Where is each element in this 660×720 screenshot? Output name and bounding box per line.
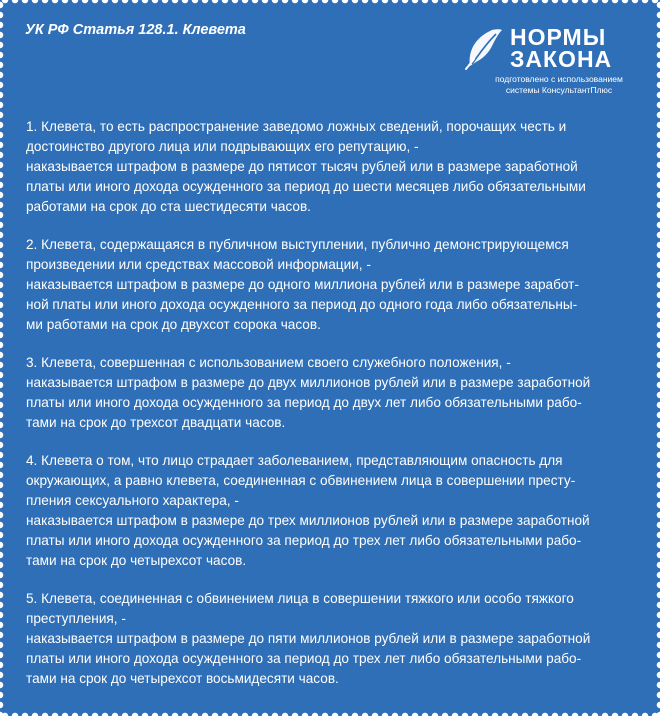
text-line: 1. Клевета, то есть распространение заведомо ложных сведений, порочащих честь и xyxy=(26,119,567,134)
text-line: окружающих, а равно клевета, соединенная с обвинением лица в совершении престу- xyxy=(26,473,576,488)
article-paragraph-2 xyxy=(26,235,638,335)
scalloped-edge-right xyxy=(656,0,660,716)
text-line: произведении или средствах массовой информации, - xyxy=(26,257,371,272)
text-line: платы или иного дохода осужденного за период до трех лет либо обязательными рабо- xyxy=(26,651,582,666)
article-paragraph-1 xyxy=(26,117,638,217)
article-body xyxy=(26,117,638,707)
text-line: 3. Клевета, совершенная с использованием своего служебного положения, - xyxy=(26,355,511,370)
text-line: наказывается штрафом в размере до трех миллионов рублей или в размере заработной xyxy=(26,513,590,528)
logo-subtitle xyxy=(479,74,639,96)
logo-subtitle-line1: подготовлено с использованием xyxy=(495,74,623,84)
text-line: наказывается штрафом в размере до одного миллиона рублей или в размере заработ- xyxy=(26,277,579,292)
logo-line2: ЗАКОНА xyxy=(510,46,613,72)
text-line: тами на срок до трехсот двадцати часов. xyxy=(26,415,286,430)
text-line: тами на срок до четырехсот часов. xyxy=(26,553,247,568)
article-paragraph-3 xyxy=(26,353,638,433)
text-line: наказывается штрафом в размере до пятисот тысяч рублей или в размере заработной xyxy=(26,159,578,174)
text-line: тами на срок до четырехсот восьмидесяти часов. xyxy=(26,671,339,686)
text-line: ми работами на срок до двухсот сорока часов. xyxy=(26,317,321,332)
text-line: 2. Клевета, содержащаяся в публичном выступлении, публично демонстрирующемся xyxy=(26,237,569,252)
article-title: УК РФ Статья 128.1. Клевета xyxy=(25,22,246,38)
text-line: ной платы или иного дохода осужденного за период до одного года либо обязательны- xyxy=(26,297,578,312)
text-line: 5. Клевета, соединенная с обвинением лица в совершении тяжкого или особо тяжкого xyxy=(26,591,574,606)
text-line: платы или иного дохода осужденного за период до двух лет либо обязательными рабо- xyxy=(26,395,582,410)
scalloped-edge-left xyxy=(0,0,4,716)
text-line: платы или иного дохода осужденного за период до трех лет либо обязательными рабо- xyxy=(26,533,582,548)
scalloped-edge-bottom xyxy=(0,712,660,720)
text-line: пления сексуального характера, - xyxy=(26,493,239,508)
feather-quill-icon xyxy=(462,26,504,70)
text-line: наказывается штрафом в размере до двух миллионов рублей или в размере заработной xyxy=(26,375,591,390)
text-line: 4. Клевета о том, что лицо страдает заболеванием, представляющим опасность для xyxy=(26,453,563,468)
article-paragraph-5 xyxy=(26,589,638,689)
text-line: платы или иного дохода осужденного за период до шести месяцев либо обязательными xyxy=(26,179,586,194)
logo-subtitle-line2: системы КонсультантПлюс xyxy=(505,85,613,95)
text-line: наказывается штрафом в размере до пяти миллионов рублей или в размере заработной xyxy=(26,631,591,646)
normy-zakona-logo xyxy=(462,26,642,96)
scalloped-edge-top xyxy=(0,0,660,4)
article-paragraph-4 xyxy=(26,451,638,571)
logo-line1: НОРМЫ xyxy=(510,24,607,50)
text-line: преступления, - xyxy=(26,611,126,626)
text-line: работами на срок до ста шестидесяти часов. xyxy=(26,199,311,214)
text-line: достоинство другого лица или подрывающих его репутацию, - xyxy=(26,139,419,154)
